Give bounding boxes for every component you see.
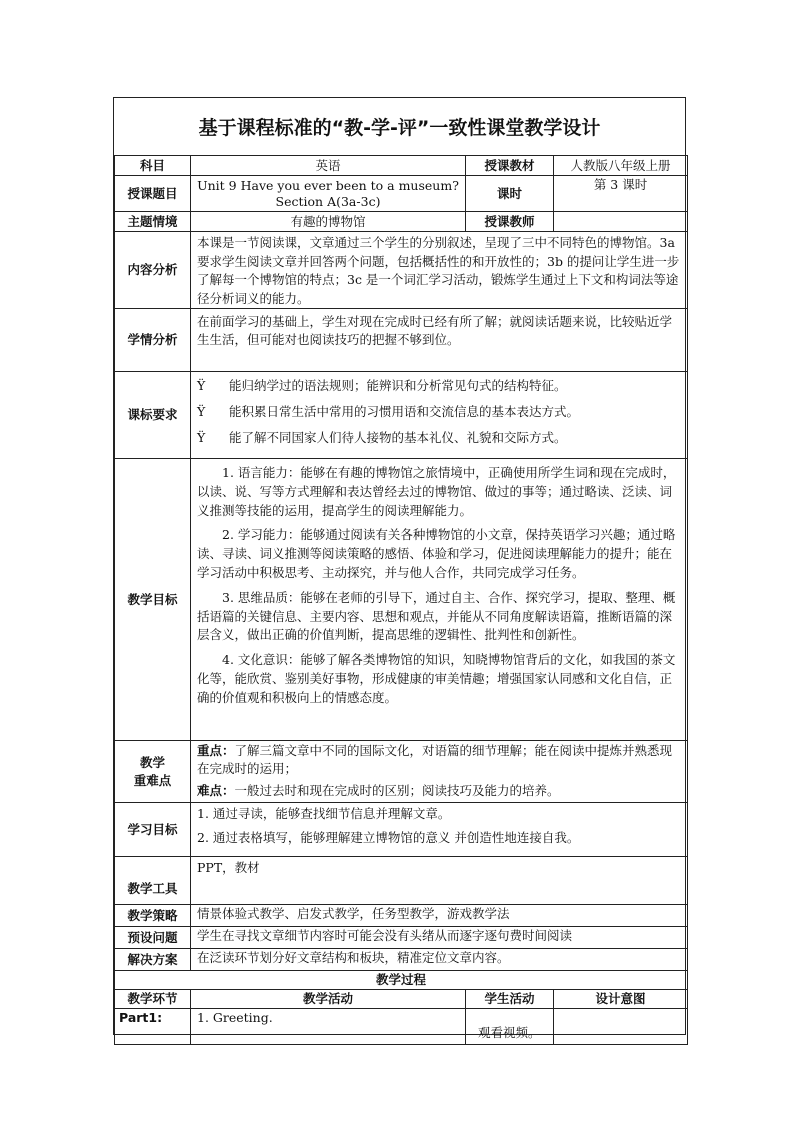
col-stage: 教学环节	[115, 990, 191, 1009]
objective-item: 3. 思维品质：能够在老师的引导下，通过自主、合作、探究学习，提取、整理、概括语篇的关键信息、主要内容、思想和观点，并能从不同角度解读语篇，推断语篇的深层含义，做出正确的价值判断，提高思维的逻辑性、批判性和创新性。	[197, 589, 676, 643]
standard-item	[197, 403, 681, 421]
learning-goals-label: 学习目标	[115, 803, 191, 857]
row-learner-analysis	[115, 309, 688, 372]
standard-text: 能归纳学过的语法规则；能辨识和分析常见句式的结构特征。	[229, 378, 567, 393]
tools-text: PPT，教材	[191, 857, 688, 905]
difficult-point	[197, 782, 681, 800]
objective-item: 1. 语言能力：能够在有趣的博物馆之旅情境中，正确使用所学生词和现在完成时，以读、说、写等方式理解和表达曾经去过的博物馆、做过的事等；通过略读、泛读、词义推测等技能的运用，提高学生的阅读理解能力。	[197, 465, 676, 518]
row-process-columns	[115, 990, 688, 1009]
row-process-heading	[115, 971, 688, 990]
key-points-label	[115, 741, 191, 803]
lesson-plan-table	[114, 155, 688, 1045]
standards-label: 课标要求	[115, 372, 191, 459]
process-student-activity: 观看视频。	[466, 1009, 554, 1045]
row-key-points	[115, 741, 688, 803]
row-topic	[115, 176, 688, 212]
lesson-plan-sheet	[113, 97, 686, 1040]
topic-line-1: Unit 9 Have you ever been to a museum?	[197, 177, 459, 193]
subject-label: 科目	[115, 156, 191, 176]
topic-line-2: Section A(3a-3c)	[275, 193, 381, 209]
period-label: 课时	[466, 176, 554, 212]
key-point	[197, 742, 681, 778]
key-points-label-line-2: 重难点	[133, 772, 172, 788]
col-teacher-activity: 教学活动	[191, 990, 466, 1009]
col-student-activity: 学生活动	[466, 990, 554, 1009]
theme-label: 主题情境	[115, 212, 191, 232]
learning-goals-list	[191, 803, 688, 857]
page-title: 基于课程标准的“教-学-评”一致性课堂教学设计	[114, 98, 685, 156]
standards-list	[191, 372, 688, 459]
process-teacher-activity: 1. Greeting.	[191, 1009, 466, 1045]
key-points-content	[191, 741, 688, 803]
row-theme	[115, 212, 688, 232]
row-subject	[115, 156, 688, 176]
solution-label: 解决方案	[115, 949, 191, 971]
learning-goal-item: 1. 通过寻读，能够查找细节信息并理解文章。	[197, 806, 451, 821]
key-point-text: 了解三篇文章中不同的国际文化，对语篇的细节理解；能在阅读中提炼并熟悉现在完成时的运用；	[197, 743, 673, 776]
theme-value: 有趣的博物馆	[191, 212, 466, 232]
difficult-point-label: 难点：	[197, 783, 235, 798]
strategy-text: 情景体验式教学、启发式教学，任务型教学，游戏教学法	[191, 905, 688, 927]
bullet-icon: Ÿ	[197, 404, 206, 419]
row-problem	[115, 927, 688, 949]
problem-label: 预设问题	[115, 927, 191, 949]
key-points-label-line-1: 教学	[139, 754, 165, 770]
row-solution	[115, 949, 688, 971]
row-content-analysis	[115, 232, 688, 309]
problem-text: 学生在寻找文章细节内容时可能会没有头绪从而逐字逐句费时间阅读	[191, 927, 688, 949]
standard-text: 能积累日常生活中常用的习惯用语和交流信息的基本表达方式。	[229, 404, 580, 419]
key-point-label: 重点：	[197, 743, 235, 758]
objective-item: 2. 学习能力：能够通过阅读有关各种博物馆的小文章，保持英语学习兴趣；通过略读、寻读、词义推测等阅读策略的感悟、体验和学习，促进阅读理解能力的提升；能在学习活动中积极思考、主动探究，并与他人合作，共同完成学习任务。	[197, 527, 676, 580]
bullet-icon: Ÿ	[197, 378, 206, 393]
row-learning-goals	[115, 803, 688, 857]
learning-goal-item: 2. 通过表格填写，能够理解建立博物馆的意义 并创造性地连接自我。	[197, 830, 580, 845]
tools-label: 教学工具	[115, 857, 191, 905]
standard-item	[197, 377, 681, 395]
col-design-intent: 设计意图	[554, 990, 688, 1009]
standard-item	[197, 429, 681, 447]
topic-value	[191, 176, 466, 212]
solution-text: 在泛读环节划分好文章结构和板块，精准定位文章内容。	[191, 949, 688, 971]
difficult-point-text: 一般过去时和现在完成时的区别；阅读技巧及能力的培养。	[234, 783, 560, 798]
standard-text: 能了解不同国家人们待人接物的基本礼仪、礼貌和交际方式。	[229, 430, 567, 445]
learner-analysis-text: 在前面学习的基础上，学生对现在完成时已经有所了解；就阅读话题来说，比较贴近学生生活，但可能对也阅读技巧的把握不够到位。	[191, 309, 688, 372]
bullet-icon: Ÿ	[197, 430, 206, 445]
textbook-value: 人教版八年级上册	[554, 156, 688, 176]
teacher-value	[554, 212, 688, 232]
row-strategy	[115, 905, 688, 927]
topic-label: 授课题目	[115, 176, 191, 212]
subject-value: 英语	[191, 156, 466, 176]
process-stage: Part1:	[115, 1009, 191, 1045]
period-value: 第 3 课时	[554, 176, 688, 212]
textbook-label: 授课教材	[466, 156, 554, 176]
row-process-part1	[115, 1009, 688, 1045]
content-analysis-label: 内容分析	[115, 232, 191, 309]
objective-item: 4. 文化意识：能够了解各类博物馆的知识，知晓博物馆背后的文化，如我国的茶文化等，能欣赏、鉴别美好事物，形成健康的审美情趣；增强国家认同感和文化自信，正确的价值观和积极向上的情感态度。	[197, 652, 676, 705]
process-design-intent	[554, 1009, 688, 1045]
strategy-label: 教学策略	[115, 905, 191, 927]
process-heading: 教学过程	[115, 971, 688, 990]
content-analysis-text: 本课是一节阅读课，文章通过三个学生的分别叙述，呈现了三中不同特色的博物馆。3a 要求学生阅读文章并回答两个问题，包括概括性的和开放性的；3b 的提问让学生进一步了解每一个博物馆的特点；3c 是一个词汇学习活动，锻炼学生通过上下文和构词法等途径分析词义的能力。	[191, 232, 688, 309]
objectives-label: 教学目标	[115, 459, 191, 741]
row-tools	[115, 857, 688, 905]
learner-analysis-label: 学情分析	[115, 309, 191, 372]
row-standards	[115, 372, 688, 459]
objectives-list	[191, 459, 688, 741]
teacher-label: 授课教师	[466, 212, 554, 232]
row-objectives	[115, 459, 688, 741]
